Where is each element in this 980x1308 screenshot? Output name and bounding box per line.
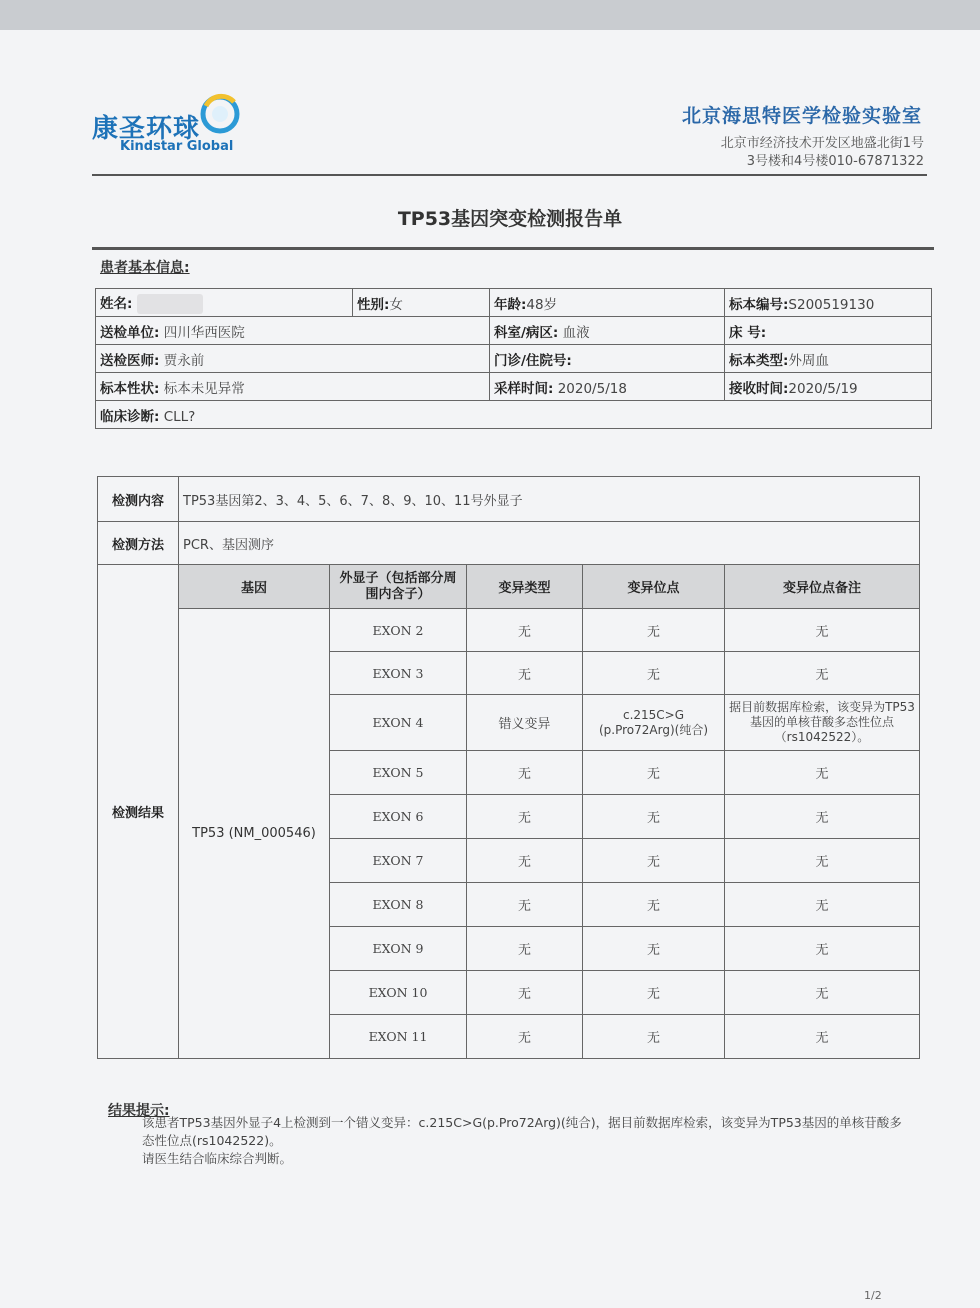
gender-cell — [353, 289, 490, 317]
table-row — [98, 609, 920, 652]
type-cell: 无 — [467, 609, 583, 652]
gender-value: 女 — [389, 296, 403, 313]
patient-info-table — [95, 288, 932, 429]
note-cell: 无 — [725, 971, 920, 1015]
site-cell: 无 — [583, 652, 725, 695]
type-cell: 无 — [467, 652, 583, 695]
sample-nature-cell — [96, 373, 490, 401]
lab-name: 北京海思特医学检验实验室 — [681, 105, 922, 127]
report-title: TP53基因突变检测报告单 — [397, 208, 623, 230]
unit-label: 送检单位: — [100, 324, 160, 341]
type-cell: 无 — [467, 883, 583, 927]
diagnosis-label: 临床诊断: — [100, 408, 160, 425]
note-cell: 无 — [725, 839, 920, 883]
doctor-cell — [96, 345, 490, 373]
receive-time-label: 接收时间: — [729, 380, 789, 397]
exon-cell: EXON 3 — [330, 652, 467, 695]
column-header: 变异类型 — [467, 565, 583, 609]
note-cell: 无 — [725, 609, 920, 652]
receive-time-value: 2020/5/19 — [788, 380, 858, 397]
bed-label: 床 号: — [729, 324, 767, 341]
sample-no-value: S200519130 — [788, 296, 875, 313]
site-cell: c.215C>G (p.Pro72Arg)(纯合) — [583, 695, 725, 751]
exon-cell: EXON 9 — [330, 927, 467, 971]
site-cell: 无 — [583, 971, 725, 1015]
type-cell: 无 — [467, 971, 583, 1015]
diagnosis-cell — [96, 401, 932, 429]
note-cell: 无 — [725, 1015, 920, 1059]
dept-value: 血液 — [562, 324, 590, 341]
sample-no-label: 标本编号: — [729, 296, 789, 313]
result-tips-heading: 结果提示: — [108, 1103, 170, 1119]
dept-label: 科室/病区: — [494, 324, 559, 341]
tips-line: 请医生结合临床综合判断。 — [142, 1151, 293, 1166]
note-cell: 无 — [725, 927, 920, 971]
column-header: 基因 — [179, 565, 330, 609]
info-row — [96, 401, 932, 429]
note-cell: 无 — [725, 795, 920, 839]
receive-time-cell — [725, 373, 932, 401]
test-result-table — [97, 476, 920, 1059]
diagnosis-value: CLL? — [163, 408, 196, 425]
title-divider — [92, 247, 934, 250]
info-row — [96, 289, 932, 317]
age-value: 48岁 — [526, 296, 558, 313]
collect-time-cell — [490, 373, 725, 401]
method-value: PCR、基因测序 — [179, 522, 920, 565]
sample-no-cell — [725, 289, 932, 317]
type-cell: 无 — [467, 751, 583, 795]
name-label: 姓名: — [100, 295, 133, 312]
age-cell — [490, 289, 725, 317]
site-cell: 无 — [583, 609, 725, 652]
site-cell: 无 — [583, 795, 725, 839]
exon-cell: EXON 5 — [330, 751, 467, 795]
exon-cell: EXON 8 — [330, 883, 467, 927]
logo-chinese: 康圣环球 — [92, 114, 201, 144]
dept-cell — [490, 317, 725, 345]
doctor-label: 送检医师: — [100, 352, 160, 369]
type-cell: 错义变异 — [467, 695, 583, 751]
note-cell: 无 — [725, 883, 920, 927]
sample-type-label: 标本类型: — [729, 352, 789, 369]
lab-address-line2: 3号楼和4号楼010-67871322 — [746, 154, 924, 169]
exon-cell: EXON 7 — [330, 839, 467, 883]
collect-time-value: 2020/5/18 — [557, 380, 627, 397]
exon-cell: EXON 10 — [330, 971, 467, 1015]
sample-nature-value: 标本未见异常 — [163, 380, 245, 397]
exon-cell: EXON 11 — [330, 1015, 467, 1059]
sample-nature-label: 标本性状: — [100, 380, 160, 397]
lab-address-line1: 北京市经济技术开发区地盛北街1号 — [720, 136, 924, 151]
page-number: 1/2 — [864, 1289, 882, 1302]
logo-english: Kindstar Global — [120, 139, 234, 154]
type-cell: 无 — [467, 1015, 583, 1059]
gender-label: 性别: — [357, 296, 390, 313]
site-cell: 无 — [583, 927, 725, 971]
sample-type-value: 外周血 — [788, 352, 829, 369]
doctor-value: 贾永前 — [163, 352, 205, 369]
result-tips-text — [142, 1114, 912, 1168]
result-label: 检测结果 — [98, 565, 179, 1059]
age-label: 年龄: — [494, 296, 527, 313]
column-header: 变异位点备注 — [725, 565, 920, 609]
method-row — [98, 522, 920, 565]
info-row — [96, 345, 932, 373]
lab-address — [721, 135, 924, 171]
content-value: TP53基因第2、3、4、5、6、7、8、9、10、11号外显子 — [179, 477, 920, 522]
content-row — [98, 477, 920, 522]
type-cell: 无 — [467, 839, 583, 883]
outpatient-cell — [490, 345, 725, 373]
header-divider — [92, 174, 927, 176]
bed-cell — [725, 317, 932, 345]
content-label: 检测内容 — [98, 477, 179, 522]
exon-cell: EXON 2 — [330, 609, 467, 652]
column-header: 变异位点 — [583, 565, 725, 609]
unit-cell — [96, 317, 490, 345]
method-label: 检测方法 — [98, 522, 179, 565]
name-cell — [96, 289, 353, 317]
logo-swirl-icon — [196, 92, 242, 138]
site-cell: 无 — [583, 751, 725, 795]
site-cell: 无 — [583, 883, 725, 927]
note-cell: 据目前数据库检索，该变异为TP53基因的单核苷酸多态性位点（rs1042522）。 — [725, 695, 920, 751]
site-cell: 无 — [583, 1015, 725, 1059]
sample-type-cell — [725, 345, 932, 373]
tips-line: 该患者TP53基因外显子4上检测到一个错义变异：c.215C>G(p.Pro72Arg)(纯合)，据目前数据库检索，该变异为TP53基因的单核苷酸多态性位点(rs1042522)。 — [142, 1115, 902, 1148]
exon-cell: EXON 4 — [330, 695, 467, 751]
note-cell: 无 — [725, 652, 920, 695]
note-cell: 无 — [725, 751, 920, 795]
type-cell: 无 — [467, 927, 583, 971]
exon-cell: EXON 6 — [330, 795, 467, 839]
gene-name: TP53 (NM_000546) — [179, 609, 330, 1059]
outpatient-label: 门诊/住院号: — [494, 352, 572, 369]
column-header: 外显子（包括部分周围内含子） — [330, 565, 467, 609]
unit-value: 四川华西医院 — [163, 324, 245, 341]
collect-time-label: 采样时间: — [494, 380, 554, 397]
column-header-row — [98, 565, 920, 609]
info-row — [96, 373, 932, 401]
site-cell: 无 — [583, 839, 725, 883]
redacted-name — [137, 294, 203, 314]
info-row — [96, 317, 932, 345]
patient-info-heading: 患者基本信息: — [100, 260, 190, 276]
type-cell: 无 — [467, 795, 583, 839]
